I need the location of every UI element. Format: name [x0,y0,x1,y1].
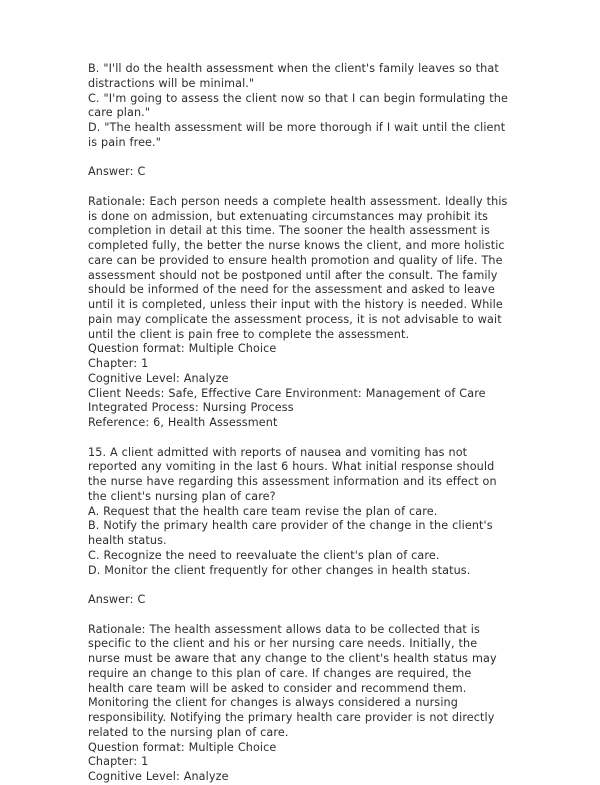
rationale-text: Rationale: Each person needs a complete health assessment. Ideally this is done on admission, but extenuating circumstances may prohibit its completion in detail at this time. The sooner the health assessment is completed fully, the better the nurse knows the client, and more holistic care can be provided to ensure health promotion and quality of life. The assessment should not be postponed until after the consult. The family should be informed of the need for the assessment and asked to leave until it is completed, unless their input with the history is needed. While pain may complicate the assessment process, it is not advisable to wait until the client is pain free to complete the assessment. [88,194,508,341]
metadata-client-needs: Client Needs: Safe, Effective Care Environment: Management of Care [88,386,486,400]
rationale-text: Rationale: The health assessment allows data to be collected that is specific to the client and his or her nursing care needs. Initially, the nurse must be aware that any change to the client's health status may require an change to this plan of care. If changes are required, the health care team will be asked to consider and recommend them. Monitoring the client for changes is always considered a nursing responsibility. Notifying the primary health care provider is not directly related to the nursing plan of care. [88,622,497,739]
answer-option-b: B. "I'll do the health assessment when the client's family leaves so that distractions will be minimal." [88,62,499,90]
answer-option-b: B. Notify the primary health care provider of the change in the client's health status. [88,519,493,547]
metadata-integrated-process: Integrated Process: Nursing Process [88,401,294,415]
paragraph-spacer [88,180,510,195]
metadata-chapter: Chapter: 1 [88,357,149,370]
metadata-question-format: Question format: Multiple Choice [88,342,277,356]
answer-option-c: C. "I'm going to assess the client now so that I can begin formulating the care plan." [88,91,508,120]
answer-option-d: D. "The health assessment will be more thorough if I wait until the client is pain free." [88,121,506,149]
question-block-14 [88,62,510,431]
block-spacer [88,431,510,446]
answer-option-a: A. Request that the health care team revise the plan of care. [88,504,438,518]
metadata-question-format: Question format: Multiple Choice [88,740,277,754]
answer-option-d: D. Monitor the client frequently for other changes in health status. [88,563,471,577]
paragraph-spacer [88,578,510,593]
question-stem: 15. A client admitted with reports of nausea and vomiting has not reported any vomiting in the last 6 hours. What initial response should the nurse have regarding this assessment information and its effect on the client's nursing plan of care? [88,445,497,503]
question-block-15 [88,446,510,785]
paragraph-spacer [88,151,510,166]
metadata-cognitive-level: Cognitive Level: Analyze [88,770,229,783]
answer-key: Answer: C [88,593,146,606]
metadata-chapter: Chapter: 1 [88,755,149,769]
metadata-cognitive-level: Cognitive Level: Analyze [88,371,229,385]
document-text-body [88,62,510,785]
paragraph-spacer [88,608,510,623]
answer-key: Answer: C [88,165,146,179]
answer-option-c: C. Recognize the need to reevaluate the client's plan of care. [88,548,440,562]
metadata-reference: Reference: 6, Health Assessment [88,416,278,429]
